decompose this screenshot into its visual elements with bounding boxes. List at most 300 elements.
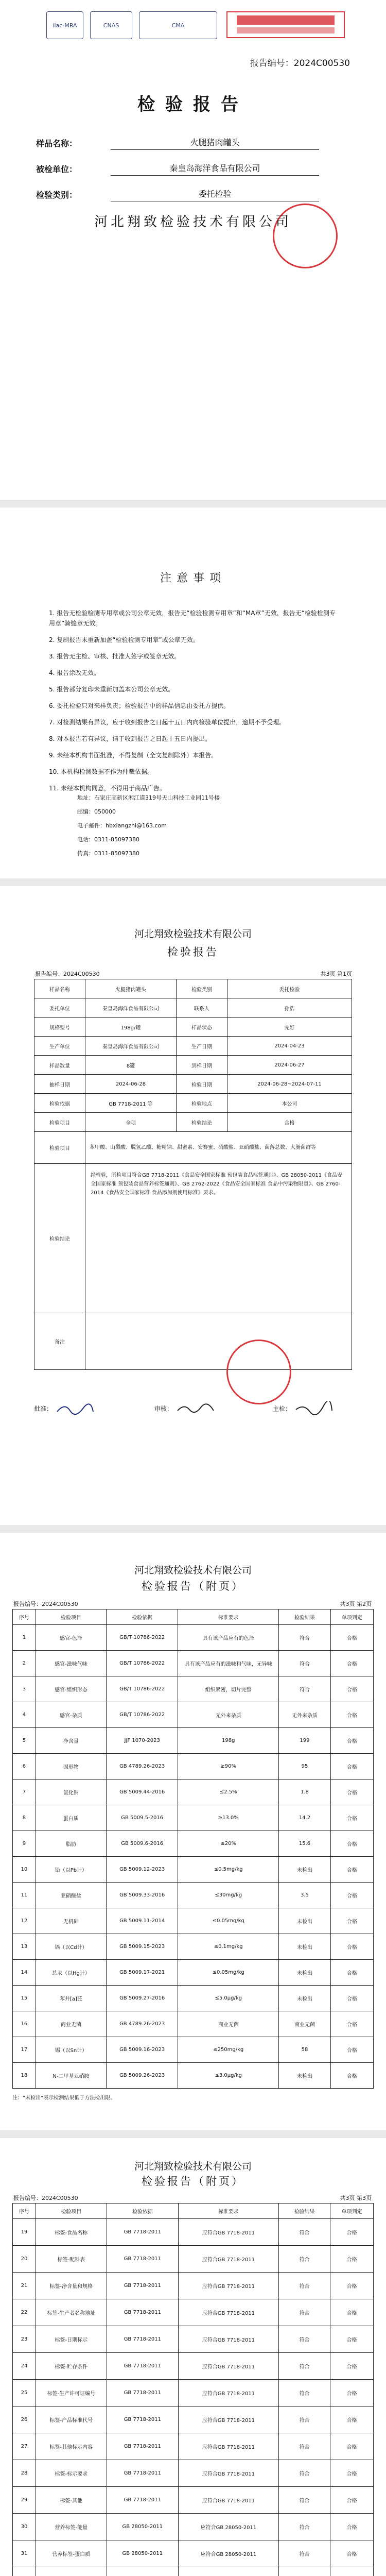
table-cell: 合格 — [330, 1780, 373, 1805]
table-row — [13, 2219, 374, 2246]
table-cell: 应符合GB 7718-2011 — [178, 2406, 278, 2433]
table-row — [13, 2246, 374, 2273]
table-cell: 委托检验 — [227, 979, 352, 998]
table-cell — [178, 2567, 278, 2576]
table-cell: 应符合GB 28050-2011 — [178, 2514, 278, 2540]
table-cell: 应符合GB 7718-2011 — [178, 2326, 278, 2353]
table-cell: GB/T 10786-2022 — [107, 1702, 178, 1728]
table-row — [13, 1728, 374, 1754]
report-number-label: 报告编号： — [35, 971, 63, 977]
table-row — [13, 1960, 374, 1986]
table-row — [13, 2460, 374, 2487]
review-label: 审核： — [154, 1405, 173, 1413]
table-cell: 亚硝酸盐 — [36, 1883, 106, 1908]
table-cell: 20 — [13, 2246, 36, 2273]
table-cell — [13, 2567, 36, 2576]
table-row — [13, 1805, 374, 1831]
column-header: 标准要求 — [178, 2204, 278, 2219]
table-cell: 检验地点 — [177, 1094, 227, 1113]
field-sample-name — [36, 131, 350, 152]
table-cell: ≤0.1mg/kg — [178, 1934, 279, 1960]
table-header-row — [13, 2204, 374, 2219]
table-cell: N-二甲基亚硝胺 — [36, 2063, 106, 2089]
table-row — [34, 1113, 352, 1132]
table-cell: 符合 — [278, 2514, 330, 2540]
table-cell: 标签-贮存条件 — [36, 2353, 107, 2380]
table-cell: 合格 — [330, 2063, 373, 2089]
table-cell: 合格 — [330, 2037, 373, 2063]
table-row — [13, 1780, 374, 1805]
table-cell: 合格 — [330, 1805, 373, 1831]
table-cell: ≤20% — [178, 1831, 279, 1857]
table-cell: 锡（以Sn计） — [36, 2037, 106, 2063]
ma-stamp-logo — [226, 11, 345, 38]
notice-item: 5. 报告部分复印未重新加盖本公司公章无效。 — [49, 686, 174, 693]
table-row — [34, 1164, 352, 1313]
table-cell: 标签-日期标示 — [36, 2326, 107, 2353]
table-cell: GB 4789.26-2023 — [107, 2011, 178, 2037]
table-cell: 198g — [178, 1728, 279, 1754]
table-cell: 合格 — [330, 1831, 373, 1857]
ilac-logo: ilac-MRA — [46, 11, 83, 39]
report-number-value: 2024C00530 — [42, 2195, 78, 2201]
table-cell: 无机砷 — [36, 1908, 106, 1934]
table-cell: GB/T 10786-2022 — [107, 1651, 178, 1676]
report-number-label: 报告编号： — [13, 1601, 42, 1607]
table-cell: 合格 — [330, 1883, 373, 1908]
table-cell: 符合 — [278, 2406, 330, 2433]
report-page-2 — [0, 1533, 386, 2130]
column-header: 检验结果 — [278, 2204, 330, 2219]
table-row — [13, 2011, 374, 2037]
table-cell: 18 — [13, 2063, 36, 2089]
notice-item: 7. 对检测结果有异议，应于收到报告之日起十五日内向检验单位提出，逾期不予受理。 — [49, 719, 286, 726]
field-value: 火腿猪肉罐头 — [190, 138, 240, 147]
table-cell — [36, 2567, 107, 2576]
table-header-row — [13, 1609, 374, 1625]
table-cell: 合格 — [330, 1857, 373, 1883]
table-row — [13, 1651, 374, 1676]
table-cell: 蛋白质 — [36, 1805, 106, 1831]
table-cell: 商业无菌 — [279, 2011, 331, 2037]
table-cell: 应符合GB 7718-2011 — [178, 2433, 278, 2460]
page-report-number — [13, 2194, 78, 2202]
table-cell: 23 — [13, 2326, 36, 2353]
table-cell: 火腿猪肉罐头 — [85, 979, 177, 998]
table-cell: JJF 1070-2023 — [107, 1728, 178, 1754]
table-cell: 合格 — [330, 1986, 373, 2011]
notice-item: 3. 报告无主检、审核、批准人签字或签章无效。 — [49, 653, 181, 660]
notice-item: 8. 对本报告若有异议，请于收到报告之日起十五日内提出。 — [49, 735, 212, 742]
table-cell: 净含量 — [36, 1728, 106, 1754]
table-cell: 应符合GB 7718-2011 — [178, 2246, 278, 2273]
notice-item: 9. 未经本机构书面批准，不得复制（全文复制除外）本报告。 — [49, 752, 218, 759]
table-row — [13, 2487, 374, 2514]
table-cell: 标签-生产者名称地址 — [36, 2299, 107, 2326]
table-cell: 95 — [279, 1754, 331, 1780]
table-cell: GB 5009.33-2016 — [107, 1883, 178, 1908]
report-page-1 — [0, 886, 386, 1525]
table-cell: GB 7718-2011 — [107, 2353, 178, 2380]
table-cell: GB 5009.5-2016 — [107, 1805, 178, 1831]
table-cell: 14 — [13, 1960, 36, 1986]
table-cell: 2 — [13, 1651, 36, 1676]
table-row — [13, 1883, 374, 1908]
table-cell: 合格 — [227, 1113, 352, 1132]
table-cell: 合格 — [330, 2433, 374, 2460]
table-cell: 4 — [13, 1702, 36, 1728]
table-cell: 1 — [13, 1625, 36, 1651]
report-title: 检验报告 — [137, 94, 249, 115]
table-cell: 合格 — [330, 1754, 373, 1780]
table-cell: 应符合GB 28050-2011 — [178, 2540, 278, 2567]
table-cell: 总汞（以Hg计） — [36, 1960, 106, 1986]
table-cell: 组织紧密，切片完整 — [178, 1676, 279, 1702]
table-cell: 26 — [13, 2406, 36, 2433]
table-cell: 检验项目 — [34, 1113, 85, 1132]
table-cell: 秦皇岛海洋食品有限公司 — [85, 998, 177, 1018]
table-cell: 符合 — [278, 2460, 330, 2487]
table-row — [13, 2540, 374, 2567]
email-label: 电子邮件： — [77, 822, 106, 829]
table-row — [34, 1132, 352, 1164]
conclusion-text: 经检验，所检项目符合GB 7718-2011《食品安全国家标准 预包装食品标签通则》、GB 28050-2011《食品安全国家标准 预包装食品营养标签通则》、GB 2762-2022《食品安全国家标准 食品中污染物限量》、GB 2760-2014《食品安全国家标准 食品添加剂使用标准》要求。 — [85, 1164, 352, 1313]
column-header: 检验结果 — [279, 1609, 331, 1625]
table-cell: 检验依据 — [34, 1094, 85, 1113]
page-company: 河北翔致检验技术有限公司 — [134, 928, 252, 940]
table-cell: 符合 — [278, 2273, 330, 2299]
notice-item: 10. 本机构检测数据不作为仲裁依据。 — [49, 768, 153, 775]
page-company: 河北翔致检验技术有限公司 — [134, 1565, 252, 1576]
table-cell: 合格 — [330, 2219, 374, 2246]
contact-fax — [77, 849, 139, 857]
field-value: 委托检验 — [198, 189, 232, 199]
table-row — [13, 2433, 374, 2460]
table-cell: 8 — [13, 1805, 36, 1831]
report-number-value: 2024C00530 — [293, 58, 350, 69]
table-cell: 198g/罐 — [85, 1018, 177, 1037]
column-header: 检验项目 — [36, 1609, 106, 1625]
table-cell: 58 — [279, 2037, 331, 2063]
table-cell: 具有该产品应有的滋味和气味，无异味 — [178, 1651, 279, 1676]
table-cell: 22 — [13, 2299, 36, 2326]
table-cell: 到样日期 — [177, 1056, 227, 1075]
table-cell: 符合 — [279, 1676, 331, 1702]
report-number-label: 报告编号： — [13, 2195, 42, 2201]
contact-address — [77, 793, 220, 802]
table-row — [34, 1075, 352, 1094]
table-cell: 生产日期 — [177, 1037, 227, 1056]
table-row — [34, 1056, 352, 1075]
table-cell: 感官-杂质 — [36, 1702, 106, 1728]
table-cell: GB 7718-2011 — [107, 2380, 178, 2406]
table-cell: 7 — [13, 1780, 36, 1805]
table-cell: 无外来杂质 — [178, 1702, 279, 1728]
company-name: 河北翔致检验技术有限公司 — [94, 214, 292, 230]
table-cell: 标签-食品名称 — [36, 2219, 107, 2246]
table-cell: ≤250mg/kg — [178, 2037, 279, 2063]
table-cell: 3 — [13, 1676, 36, 1702]
table-row — [13, 1831, 374, 1857]
table-cell: 标签-其他 — [36, 2487, 107, 2514]
table-row — [13, 2326, 374, 2353]
table-row — [13, 2353, 374, 2380]
test-seal — [226, 1340, 291, 1404]
table-cell: 13 — [13, 1934, 36, 1960]
field-underline — [111, 149, 319, 150]
table-cell: 规格型号 — [34, 1018, 85, 1037]
table-cell: ≤30mg/kg — [178, 1883, 279, 1908]
page-counter: 共3页 第3页 — [340, 2195, 372, 2201]
approve-signature — [55, 1401, 96, 1417]
table-row — [13, 2273, 374, 2299]
table-cell: 生产单位 — [34, 1037, 85, 1056]
table-cell: 15 — [13, 1986, 36, 2011]
email-value: hbxiangzhi@163.com — [106, 822, 167, 829]
table-cell: 秦皇岛海洋食品有限公司 — [85, 1037, 177, 1056]
field-value: 秦皇岛海洋食品有限公司 — [169, 163, 260, 173]
table-cell: 应符合GB 7718-2011 — [178, 2273, 278, 2299]
table-cell: GB 7718-2011 — [107, 2460, 178, 2487]
table-cell: 合格 — [330, 2380, 374, 2406]
table-cell: 17 — [13, 2037, 36, 2063]
table-cell: 应符合GB 7718-2011 — [178, 2460, 278, 2487]
report-page-3 — [0, 2138, 386, 2576]
table-cell: 备注 — [34, 1313, 85, 1370]
table-note: 注：“未检出”表示检测结果低于方法检出限。 — [12, 2095, 116, 2101]
table-cell: 样品名称 — [34, 979, 85, 998]
table-cell: 24 — [13, 2353, 36, 2380]
table-cell: GB 5009.26-2023 — [107, 2063, 178, 2089]
table-cell: 标签-净含量和规格 — [36, 2273, 107, 2299]
table-row — [34, 1313, 352, 1370]
table-cell: 14.2 — [279, 1805, 331, 1831]
table-cell: 15.6 — [279, 1831, 331, 1857]
table-cell: GB 5009.6-2016 — [107, 1831, 178, 1857]
table-cell: 样品数量 — [34, 1056, 85, 1075]
table-row — [13, 2299, 374, 2326]
table-cell: 检验项目 — [34, 1132, 85, 1164]
table-cell: GB 7718-2011 — [107, 2273, 178, 2299]
table-cell: GB 5009.15-2023 — [107, 1934, 178, 1960]
table-cell: 30 — [13, 2514, 36, 2540]
table-row — [13, 2037, 374, 2063]
report-number — [250, 56, 350, 69]
table-cell: 2024-06-27 — [227, 1056, 352, 1075]
table-cell: 25 — [13, 2380, 36, 2406]
table-cell: 符合 — [278, 2380, 330, 2406]
sign-review — [154, 1401, 216, 1417]
column-header: 单项判定 — [330, 2204, 374, 2219]
table-cell: 应符合GB 7718-2011 — [178, 2219, 278, 2246]
notice-title: 注意事项 — [160, 572, 226, 585]
table-cell: GB 28050-2011 — [107, 2540, 178, 2567]
table-cell: 标签-其他标示内容 — [36, 2433, 107, 2460]
table-row — [34, 1018, 352, 1037]
table-row — [13, 2567, 374, 2576]
approve-label: 批准： — [34, 1405, 53, 1413]
notice-item: 11. 未经本机构同意，不得用于商品广告。 — [49, 785, 166, 792]
table-cell: 符合 — [278, 2246, 330, 2273]
table-cell: 符合 — [279, 1651, 331, 1676]
table-cell: GB 4789.26-2023 — [107, 1754, 178, 1780]
table-cell: 2024-06-28 — [85, 1075, 177, 1094]
table-cell: GB 5009.16-2023 — [107, 2037, 178, 2063]
table-cell: 符合 — [278, 2219, 330, 2246]
table-cell: GB 7718-2011 — [107, 2326, 178, 2353]
remark-text — [85, 1313, 352, 1370]
report-number-value: 2024C00530 — [63, 971, 100, 977]
table-cell: 2024-06-28~2024-07-11 — [227, 1075, 352, 1094]
table-cell: 2024-04-23 — [227, 1037, 352, 1056]
table-cell: 合格 — [330, 2299, 374, 2326]
table-cell: 固形物 — [36, 1754, 106, 1780]
postcode-value: 050000 — [94, 808, 116, 815]
column-header: 标准要求 — [178, 1609, 279, 1625]
table-cell: GB 5009.11-2014 — [107, 1908, 178, 1934]
table-cell: 营养标签-能量 — [36, 2514, 107, 2540]
field-label: 被检单位： — [36, 164, 78, 174]
table-cell: GB 5009.12-2023 — [107, 1857, 178, 1883]
notice-item: 6. 委托检验只对来样负责；检验报告中的样品信息由委托方提供。 — [49, 702, 230, 709]
table-cell: GB 7718-2011 — [107, 2433, 178, 2460]
fax-label: 传真： — [77, 850, 94, 857]
page-report-number — [35, 970, 100, 978]
table-cell: 应符合GB 7718-2011 — [178, 2299, 278, 2326]
table-cell: ≥90% — [178, 1754, 279, 1780]
table-cell: 样品状态 — [177, 1018, 227, 1037]
table-cell: 29 — [13, 2487, 36, 2514]
table-row — [13, 2380, 374, 2406]
column-header: 检验项目 — [36, 2204, 107, 2219]
table-cell: 21 — [13, 2273, 36, 2299]
table-cell: 检验日期 — [177, 1075, 227, 1094]
table-cell: 标签-产品标准代号 — [36, 2406, 107, 2433]
column-header: 单项判定 — [330, 1609, 373, 1625]
table-cell: 检验结论 — [34, 1164, 85, 1313]
table-cell: 脂肪 — [36, 1831, 106, 1857]
report-info-table — [34, 979, 352, 1370]
notice-list — [49, 608, 337, 800]
table-row — [34, 1094, 352, 1113]
cma-logo: CMA — [139, 11, 217, 39]
page-company: 河北翔致检验技术有限公司 — [134, 2161, 252, 2172]
table-cell: 合格 — [330, 1702, 373, 1728]
table-cell: ≤0.5mg/kg — [178, 1857, 279, 1883]
page-counter: 共3页 第1页 — [320, 971, 352, 977]
table-cell: 商业无菌 — [178, 2011, 279, 2037]
phone-label: 电话： — [77, 836, 94, 843]
table-cell: 检验类别 — [177, 979, 227, 998]
table-row — [34, 1037, 352, 1056]
table-cell: 合格 — [330, 2326, 374, 2353]
table-cell: 8罐 — [85, 1056, 177, 1075]
table-cell: 6 — [13, 1754, 36, 1780]
table-cell: 符合 — [278, 2487, 330, 2514]
table-cell: 27 — [13, 2433, 36, 2460]
page-report-number — [13, 1600, 78, 1608]
table-cell: 11 — [13, 1883, 36, 1908]
address-value: 石家庄高新区湘江道319号天山科技工业园11号楼 — [94, 794, 220, 801]
table-cell: 符合 — [278, 2433, 330, 2460]
table-cell: 苯并[a]芘 — [36, 1986, 106, 2011]
notice-page — [0, 507, 386, 878]
table-cell: 199 — [279, 1728, 331, 1754]
table-cell: 未检出 — [279, 1857, 331, 1883]
table-cell: 镉（以Cd计） — [36, 1934, 106, 1960]
fax-value: 0311-85097380 — [94, 850, 139, 857]
table-cell: GB 28050-2011 — [107, 2514, 178, 2540]
table-cell: 营养标签-蛋白质 — [36, 2540, 107, 2567]
table-cell: ≤2.5% — [178, 1780, 279, 1805]
table-cell: 合格 — [330, 1934, 373, 1960]
table-cell: 3.5 — [279, 1883, 331, 1908]
field-underline — [111, 175, 319, 176]
table-cell: GB/T 10786-2022 — [107, 1676, 178, 1702]
main-label: 主检： — [273, 1405, 292, 1413]
table-cell: 联系人 — [177, 998, 227, 1018]
table-cell: 感官-滋味气味 — [36, 1651, 106, 1676]
table-cell: 5 — [13, 1728, 36, 1754]
table-cell: 符合 — [278, 2540, 330, 2567]
column-header: 序号 — [13, 2204, 36, 2219]
table-cell: 合格 — [330, 1960, 373, 1986]
table-cell: 检验结论 — [177, 1113, 227, 1132]
results-table — [12, 1609, 374, 2089]
table-cell: 合格 — [330, 2514, 374, 2540]
field-client — [36, 157, 350, 178]
field-category — [36, 183, 350, 204]
report-number-value: 2024C00530 — [42, 1601, 78, 1607]
table-cell: 应符合GB 7718-2011 — [178, 2353, 278, 2380]
sign-main — [273, 1401, 335, 1417]
table-cell: 31 — [13, 2540, 36, 2567]
table-cell: 合格 — [330, 2406, 374, 2433]
review-signature — [175, 1401, 216, 1417]
column-header: 检验依据 — [107, 1609, 178, 1625]
table-row — [13, 2406, 374, 2433]
table-cell: 标签-配料表 — [36, 2246, 107, 2273]
table-cell: ≤0.05mg/kg — [178, 1908, 279, 1934]
table-cell: GB 5009.44-2016 — [107, 1780, 178, 1805]
table-cell: 抽样日期 — [34, 1075, 85, 1094]
table-cell: 未检出 — [279, 2063, 331, 2089]
table-cell: 符合 — [279, 1625, 331, 1651]
table-cell: GB 5009.17-2021 — [107, 1960, 178, 1986]
items-text: 苯甲酸、山梨酸、脱氢乙酸、糖精钠、甜蜜素、安赛蜜、硝酸盐、亚硝酸盐、菌落总数、大肠菌群等 — [85, 1132, 352, 1164]
column-header: 序号 — [13, 1609, 36, 1625]
table-cell: 合格 — [330, 1651, 373, 1676]
page-title: 检验报告 — [167, 946, 219, 958]
table-cell: 12 — [13, 1908, 36, 1934]
contact-email — [77, 821, 167, 829]
table-cell: GB 7718-2011 — [107, 2406, 178, 2433]
table-cell: 无外来杂质 — [279, 1702, 331, 1728]
table-row — [13, 1986, 374, 2011]
table-cell: 合格 — [330, 2011, 373, 2037]
table-cell: GB 7718-2011 等 — [85, 1094, 177, 1113]
table-cell: 符合 — [278, 2326, 330, 2353]
table-cell: 合格 — [330, 1908, 373, 1934]
table-cell: ≤5.0μg/kg — [178, 1986, 279, 2011]
postcode-label: 邮编： — [77, 808, 94, 815]
page-title: 检验报告（附页） — [142, 1580, 244, 1592]
table-row — [34, 998, 352, 1018]
table-row — [13, 1702, 374, 1728]
table-cell — [278, 2567, 330, 2576]
table-cell: GB 7718-2011 — [107, 2299, 178, 2326]
table-cell: 28 — [13, 2460, 36, 2487]
